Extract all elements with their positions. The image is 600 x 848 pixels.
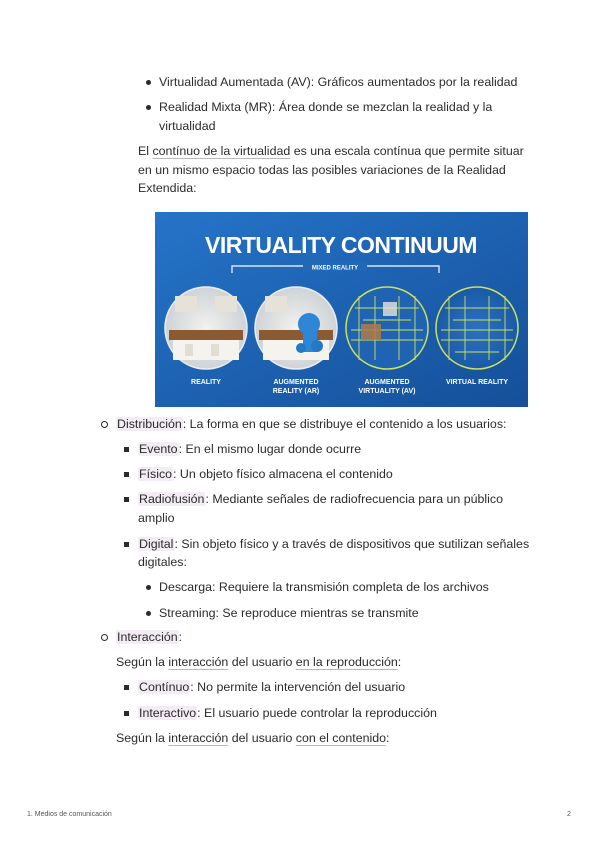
virtual-reality-circle bbox=[436, 287, 518, 369]
label-av-2: VIRTUALITY (AV) bbox=[358, 388, 416, 395]
continuum-term: contínuo de la virtualidad bbox=[152, 144, 291, 158]
label-reality: REALITY bbox=[191, 379, 221, 386]
evento-item: Evento: En el mismo lugar donde ocurre bbox=[139, 442, 362, 456]
streaming-item: Streaming: Se reproduce mientras se transmite bbox=[159, 606, 419, 620]
interaccion-term: Interacción bbox=[117, 630, 178, 644]
distribucion-item: Distribución: La forma en que se distribuye el contenido a los usuarios: bbox=[117, 417, 507, 431]
distribucion-term: Distribución bbox=[117, 417, 182, 431]
bullet-square bbox=[124, 542, 129, 547]
label-ar-2: REALITY (AR) bbox=[272, 388, 320, 395]
footer-section: 1. Medios de comunicación bbox=[27, 811, 112, 818]
figure-title: VIRTUALITY CONTINUUM bbox=[205, 232, 477, 258]
bullet-square bbox=[124, 447, 129, 452]
bullet-square bbox=[124, 711, 129, 716]
bullet-disc bbox=[146, 611, 151, 616]
reproduccion-underlined: en la reproducción bbox=[295, 655, 398, 669]
continuo-term: Contínuo bbox=[139, 680, 190, 694]
fisico-term: Físico bbox=[139, 467, 173, 481]
mr-item: Realidad Mixta (MR): Área donde se mezclan la realidad y la bbox=[159, 100, 493, 114]
interaccion-item: Interacción: bbox=[117, 630, 183, 644]
label-vr: VIRTUAL REALITY bbox=[445, 379, 509, 386]
radiofusion-term: Radiofusión bbox=[139, 492, 205, 506]
interactivo-item: Interactivo: El usuario puede controlar la reproducción bbox=[139, 706, 437, 720]
continuo-item: Contínuo: No permite la intervención del usuario bbox=[139, 680, 406, 694]
descarga-item: Descarga: Requiere la transmisión completa de los archivos bbox=[159, 580, 489, 594]
page-number: 2 bbox=[567, 811, 571, 818]
mr-item-cont: virtualidad bbox=[159, 119, 216, 133]
segun-contenido: Según la interacción del usuario con el contenido: bbox=[116, 731, 390, 745]
continuum-paragraph: El contínuo de la virtualidad es una escala contínua que permite situar bbox=[138, 144, 524, 158]
interaccion-underlined: interacción bbox=[168, 655, 229, 669]
label-ar-1: AUGMENTED bbox=[273, 379, 319, 386]
segun-reproduccion: Según la interacción del usuario en la reproducción: bbox=[116, 655, 402, 669]
digital-item-cont: digitales: bbox=[138, 555, 187, 569]
virtuality-continuum-figure bbox=[155, 212, 528, 407]
digital-term: Digital bbox=[139, 537, 174, 551]
contenido-underlined: con el contenido bbox=[295, 731, 387, 745]
label-av-1: AUGMENTED bbox=[364, 379, 410, 386]
bullet-square bbox=[124, 685, 129, 690]
mixed-reality-label: MIXED REALITY bbox=[311, 265, 359, 272]
av-item: Virtualidad Aumentada (AV): Gráficos aumentados por la realidad bbox=[159, 75, 518, 89]
bullet-square bbox=[124, 472, 129, 477]
continuum-paragraph-line3: Extendida: bbox=[138, 181, 197, 195]
bullet-square bbox=[124, 497, 129, 502]
augmented-reality-circle bbox=[255, 287, 337, 369]
bullet-disc bbox=[146, 585, 151, 590]
interaccion-underlined: interacción bbox=[168, 731, 229, 745]
bullet-disc bbox=[146, 105, 151, 110]
radiofusion-item-cont: amplio bbox=[138, 511, 175, 525]
continuum-paragraph-line2: en un mismo espacio todas las posibles variaciones de la Realidad bbox=[138, 163, 506, 177]
reality-circle bbox=[165, 287, 247, 369]
bullet-ring bbox=[101, 421, 108, 428]
bullet-ring bbox=[101, 634, 108, 641]
evento-term: Evento bbox=[139, 442, 178, 456]
radiofusion-item: Radiofusión: Mediante señales de radiofrecuencia para un público bbox=[139, 492, 504, 506]
augmented-virtuality-circle bbox=[346, 287, 428, 369]
digital-item: Digital: Sin objeto físico y a través de dispositivos que sutilizan señales bbox=[139, 537, 530, 551]
fisico-item: Físico: Un objeto físico almacena el contenido bbox=[139, 467, 393, 481]
interactivo-term: Interactivo bbox=[139, 706, 197, 720]
bullet-disc bbox=[146, 80, 151, 85]
